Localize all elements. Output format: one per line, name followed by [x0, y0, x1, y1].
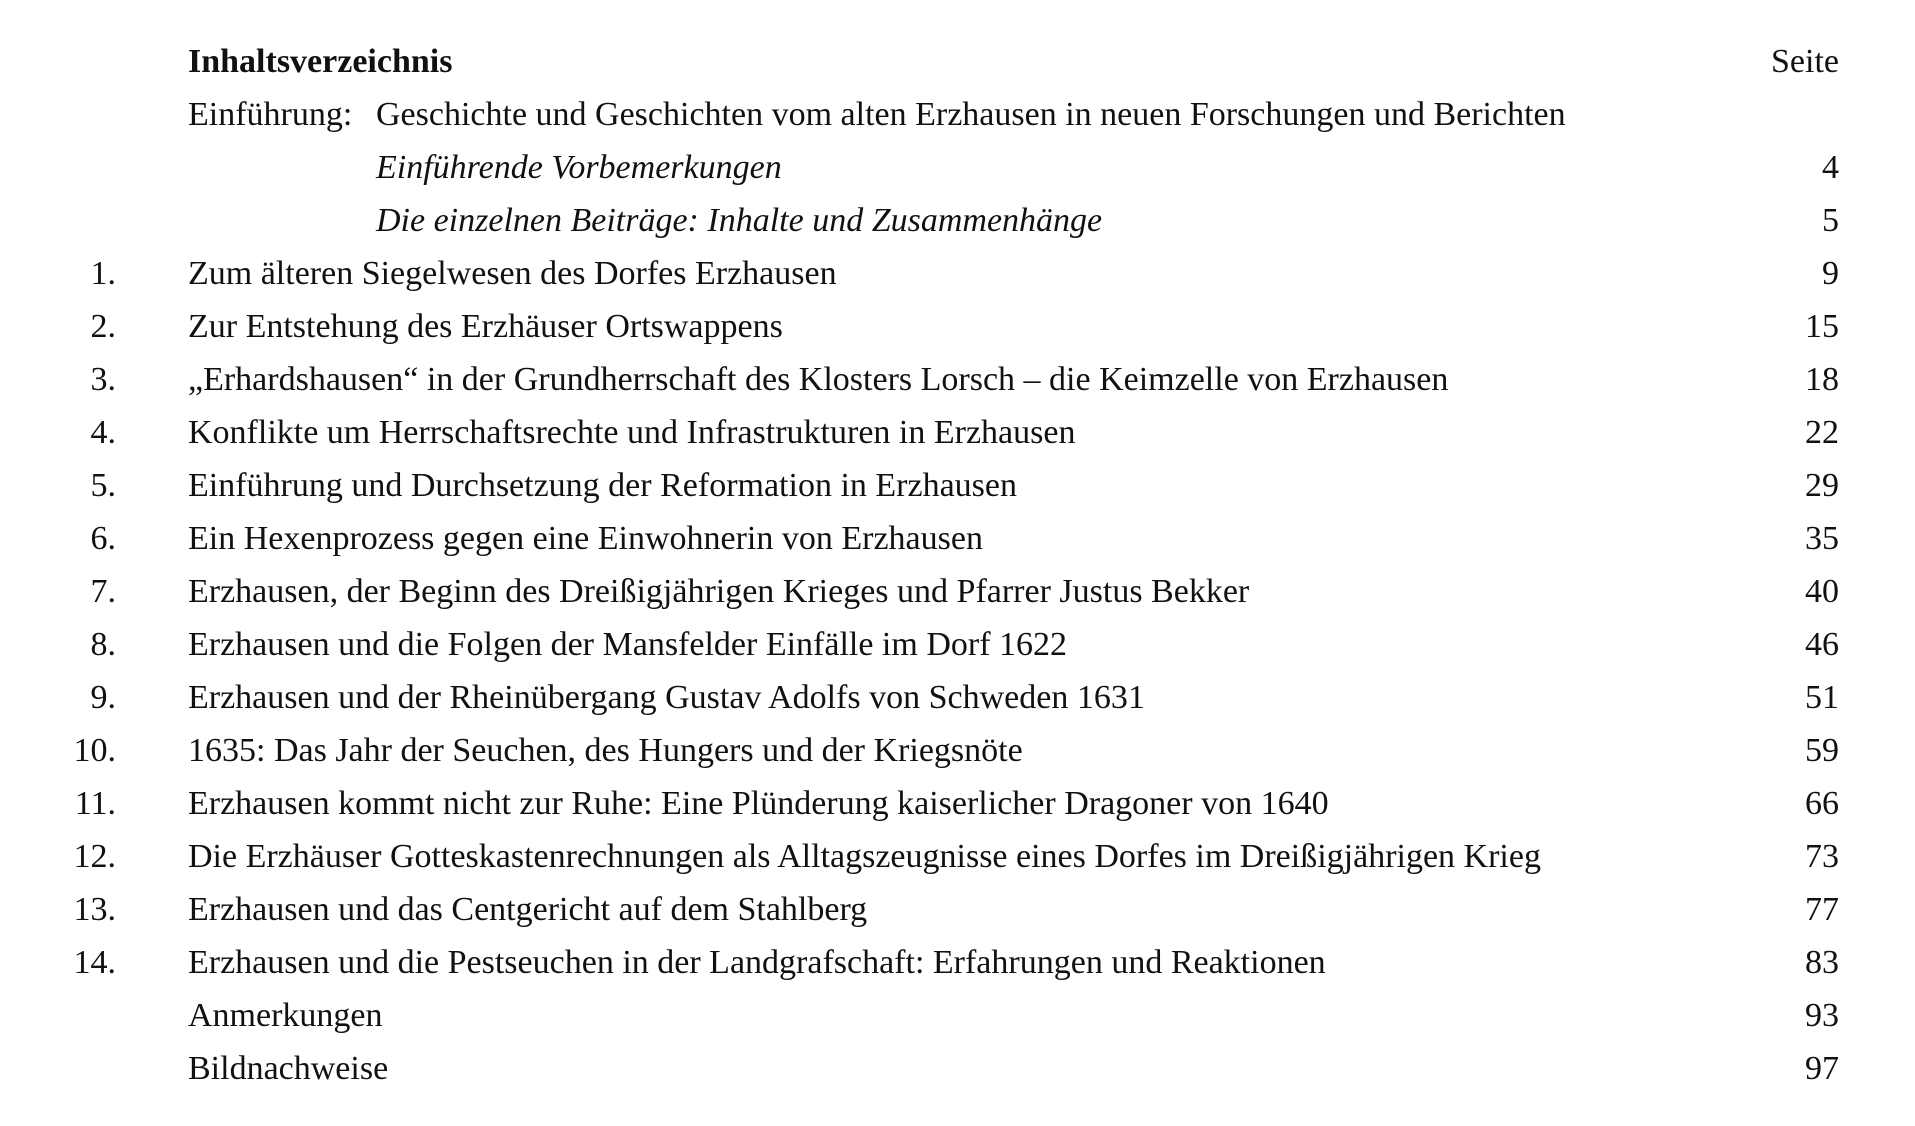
entry-title: Erzhausen und die Pestseuchen in der Landgrafschaft: Erfahrungen und Reaktionen [188, 944, 1326, 981]
toc-entry-row [0, 885, 1915, 935]
entry-page: 46 [1805, 626, 1839, 663]
entry-title: Erzhausen und der Rheinübergang Gustav Adolfs von Schweden 1631 [188, 679, 1145, 716]
intro-title: Geschichte und Geschichten vom alten Erzhausen in neuen Forschungen und Berichten [376, 96, 1566, 133]
toc-header-row [0, 37, 1915, 87]
entry-title: Erzhausen und das Centgericht auf dem Stahlberg [188, 891, 868, 928]
entry-number: 2. [90, 308, 116, 345]
toc-heading: Inhaltsverzeichnis [188, 43, 453, 80]
entry-page: 22 [1805, 414, 1839, 451]
entry-page: 40 [1805, 573, 1839, 610]
entry-page: 66 [1805, 785, 1839, 822]
entry-page: 18 [1805, 361, 1839, 398]
entry-number: 1. [90, 255, 116, 292]
entry-title: Zur Entstehung des Erzhäuser Ortswappens [188, 308, 783, 345]
entry-title: Erzhausen und die Folgen der Mansfelder Einfälle im Dorf 1622 [188, 626, 1068, 663]
entry-page: 59 [1805, 732, 1839, 769]
entry-number: 4. [90, 414, 116, 451]
toc-entry-row [0, 726, 1915, 776]
entry-title: Konflikte um Herrschaftsrechte und Infrastrukturen in Erzhausen [188, 414, 1076, 451]
intro-subitem-title: Einführende Vorbemerkungen [376, 149, 782, 186]
entry-title: „Erhardshausen“ in der Grundherrschaft des Klosters Lorsch – die Keimzelle von Erzhausen [188, 361, 1449, 398]
page-column-label: Seite [1771, 43, 1839, 80]
appendix-title: Anmerkungen [188, 997, 383, 1034]
entry-number: 13. [73, 891, 116, 928]
entry-number: 10. [73, 732, 116, 769]
entry-number: 3. [90, 361, 116, 398]
intro-subitem-page: 4 [1822, 149, 1839, 186]
toc-entry-row [0, 249, 1915, 299]
entry-title: Die Erzhäuser Gotteskastenrechnungen als Alltagszeugnisse eines Dorfes im Dreißigjährigen Krieg [188, 838, 1541, 875]
entry-title: Ein Hexenprozess gegen eine Einwohnerin von Erzhausen [188, 520, 983, 557]
toc-entry-row [0, 302, 1915, 352]
intro-subitem-page: 5 [1822, 202, 1839, 239]
entry-page: 35 [1805, 520, 1839, 557]
toc-entry-row [0, 408, 1915, 458]
entry-title: Erzhausen kommt nicht zur Ruhe: Eine Plünderung kaiserlicher Dragoner von 1640 [188, 785, 1329, 822]
toc-entry-row [0, 514, 1915, 564]
toc-entry-row [0, 779, 1915, 829]
entry-number: 5. [90, 467, 116, 504]
intro-row [0, 90, 1915, 140]
toc-entry-row [0, 461, 1915, 511]
appendix-page: 97 [1805, 1050, 1839, 1087]
entry-number: 12. [73, 838, 116, 875]
appendix-page: 93 [1805, 997, 1839, 1034]
entry-page: 15 [1805, 308, 1839, 345]
intro-label: Einführung: [188, 96, 353, 133]
entry-number: 8. [90, 626, 116, 663]
intro-subitem-row [0, 143, 1915, 193]
entry-title: Erzhausen, der Beginn des Dreißigjährigen Krieges und Pfarrer Justus Bekker [188, 573, 1250, 610]
entry-page: 29 [1805, 467, 1839, 504]
toc-entry-row [0, 673, 1915, 723]
entry-title: 1635: Das Jahr der Seuchen, des Hungers und der Kriegsnöte [188, 732, 1023, 769]
appendix-row [0, 991, 1915, 1041]
intro-subitem-row [0, 196, 1915, 246]
toc-entry-row [0, 355, 1915, 405]
entry-page: 73 [1805, 838, 1839, 875]
entry-number: 9. [90, 679, 116, 716]
entry-number: 7. [90, 573, 116, 610]
appendix-row [0, 1044, 1915, 1094]
toc-entry-row [0, 620, 1915, 670]
entry-page: 9 [1822, 255, 1839, 292]
toc-entry-row [0, 938, 1915, 988]
intro-subitem-title: Die einzelnen Beiträge: Inhalte und Zusammenhänge [376, 202, 1103, 239]
entry-number: 11. [74, 785, 116, 822]
entry-page: 77 [1805, 891, 1839, 928]
entry-number: 14. [73, 944, 116, 981]
entry-page: 83 [1805, 944, 1839, 981]
toc-entry-row [0, 567, 1915, 617]
toc-entry-row [0, 832, 1915, 882]
entry-page: 51 [1805, 679, 1839, 716]
entry-number: 6. [90, 520, 116, 557]
appendix-title: Bildnachweise [188, 1050, 389, 1087]
entry-title: Einführung und Durchsetzung der Reformation in Erzhausen [188, 467, 1017, 504]
entry-title: Zum älteren Siegelwesen des Dorfes Erzhausen [188, 255, 837, 292]
